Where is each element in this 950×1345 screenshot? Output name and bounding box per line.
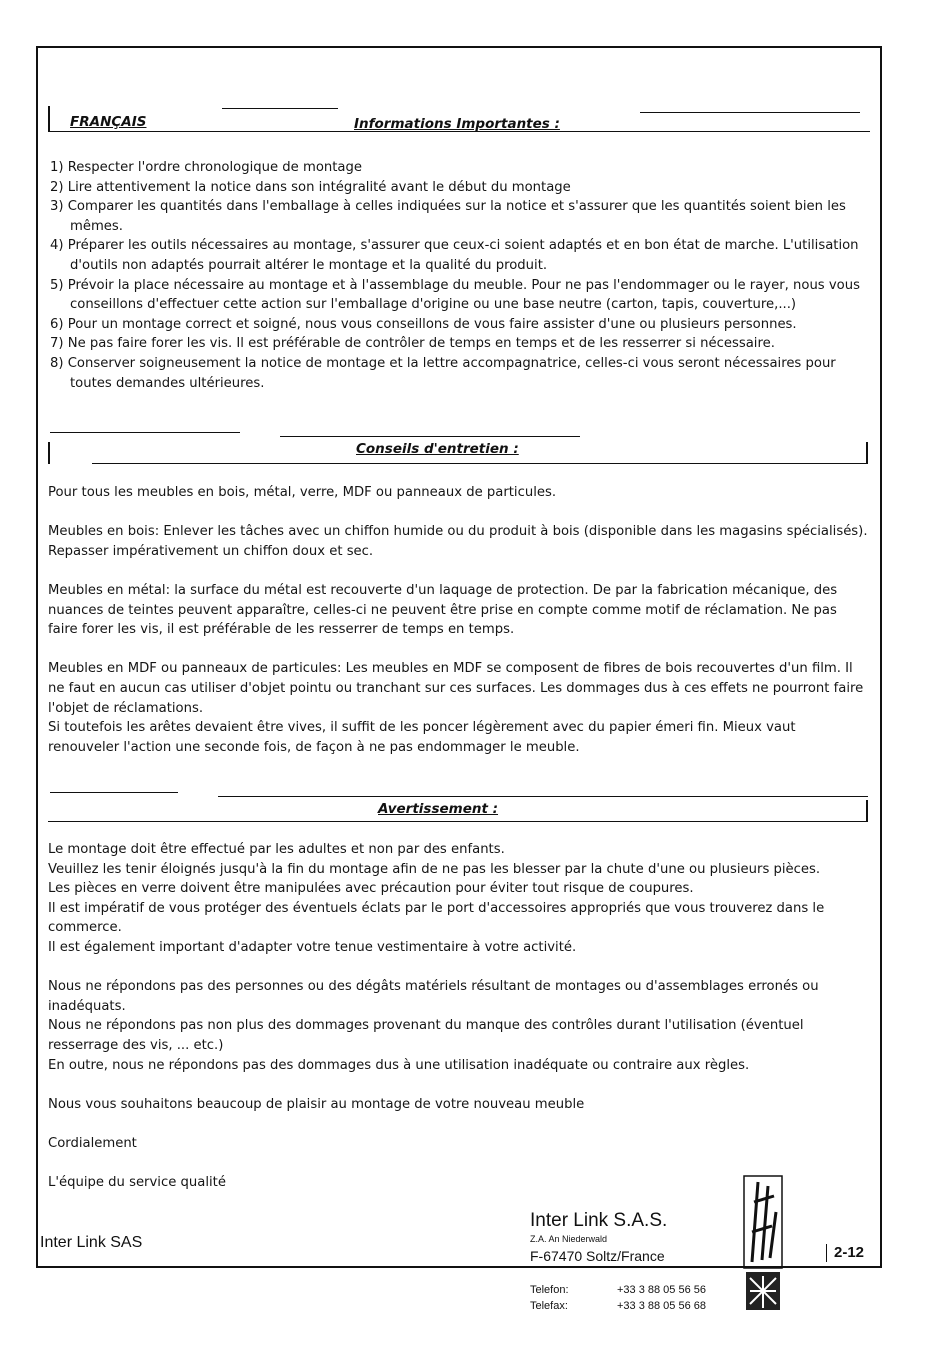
important-title: Informations Importantes : bbox=[354, 116, 560, 132]
paragraph: Cordialement bbox=[48, 1135, 137, 1151]
divider bbox=[640, 112, 860, 113]
list-item: 5) Prévoir la place nécessaire au montage et à l'assemblage du meuble. Pour ne pas l'endommager ou le rayer, nous vous conseillons d'effectuer cette action sur l'emballage d'origine ou une base neutre (carton, tapis, couverture,...) bbox=[50, 277, 860, 313]
page-number-text: 2-12 bbox=[833, 1244, 865, 1261]
paragraph: Meubles en MDF ou panneaux de particules: Les meubles en MDF se composent de fibres de bois recouvertes d'un film. Il ne faut en aucun cas utiliser d'objet pointu ou tranchant sur ces surfaces. Les dommages dus à ces effets ne pourront faire l'objet de réclamations. Si toutefois les arêtes devaient être vives, il suffit de les poncer légèrement avec du papier émeri fin. Mieux vaut renouveler l'action une seconde fois, de façon à ne pas endommager le meuble. bbox=[48, 661, 864, 755]
divider bbox=[280, 436, 580, 437]
paragraph: Pour tous les meubles en bois, métal, verre, MDF ou panneaux de particules. bbox=[48, 485, 557, 500]
list-item: 8) Conserver soigneusement la notice de montage et la lettre accompagnatrice, celles-ci vous seront nécessaires pour toutes demandes ultérieures. bbox=[50, 355, 836, 391]
footer-company-left: Inter Link SAS bbox=[40, 1234, 143, 1251]
list-item: 2) Lire attentivement la notice dans son intégralité avant le début du montage bbox=[50, 179, 571, 195]
list-item: 1) Respecter l'ordre chronologique de montage bbox=[50, 160, 362, 175]
phone-label: Telefon: bbox=[530, 1284, 569, 1296]
company-address: Z.A. An Niederwald bbox=[530, 1234, 608, 1244]
language-label: FRANÇAIS bbox=[70, 114, 147, 130]
paragraph: L'équipe du service qualité bbox=[48, 1175, 226, 1191]
warning-title: Avertissement : bbox=[378, 801, 499, 817]
important-section-header bbox=[48, 106, 870, 132]
important-list bbox=[50, 158, 872, 393]
company-name: Inter Link S.A.S. bbox=[530, 1210, 668, 1231]
page-number bbox=[826, 1238, 872, 1268]
list-item: 4) Préparer les outils nécessaires au montage, s'assurer que ceux-ci soient adaptés et en bon état de marche. L'utilisation d'outils non adaptés pourrait altérer le montage et la qualité du produit. bbox=[50, 238, 859, 273]
care-title: Conseils d'entretien : bbox=[356, 441, 519, 457]
fax-number: +33 3 88 05 56 68 bbox=[617, 1300, 706, 1312]
care-section-header bbox=[48, 438, 868, 464]
care-text bbox=[48, 483, 870, 777]
list-item: 3) Comparer les quantités dans l'emballage à celles indiquées sur la notice et s'assurer que les quantités soient bien les mêmes. bbox=[50, 199, 846, 234]
paragraph: Meubles en bois: Enlever les tâches avec un chiffon humide ou du produit à bois (disponible dans les magasins spécialisés). Repasser impérativement un chiffon doux et sec. bbox=[48, 524, 868, 559]
divider bbox=[222, 108, 338, 109]
divider bbox=[50, 792, 178, 793]
company-logo-icon bbox=[742, 1172, 784, 1314]
paragraph: Nous ne répondons pas des personnes ou des dégâts matériels résultant de montages ou d'assemblages erronés ou inadéquats. Nous ne répondons pas non plus des dommages provenant du manque des contrôles durant l'utilisation (éventuel resserrage des vis, ... etc.) En outre, nous ne répondons pas des dommages dus à une utilisation inadéquate ou contraire aux règles. bbox=[48, 979, 819, 1073]
paragraph: Nous vous souhaitons beaucoup de plaisir au montage de votre nouveau meuble bbox=[48, 1096, 585, 1112]
warning-section-header bbox=[48, 796, 868, 822]
list-item: 7) Ne pas faire forer les vis. Il est préférable de contrôler de temps en temps et de les resserrer si nécessaire. bbox=[50, 336, 775, 352]
fax-label: Telefax: bbox=[530, 1300, 568, 1312]
paragraph: Le montage doit être effectué par les adultes et non par des enfants. Veuillez les tenir éloignés jusqu'à la fin du montage afin de ne pas les blesser par la chute d'une ou plusieurs pièces. Les pièces en verre doivent être manipulées avec précaution pour éviter tout risque de coupures. Il est impératif de vous protéger des éventuels éclats par le port d'accessoires appropriés que vous trouverez dans le commerce. Il est également important d'adapter votre tenue vestimentaire à votre activité. bbox=[48, 842, 825, 955]
divider bbox=[50, 432, 240, 433]
paragraph: Meubles en métal: la surface du métal est recouverte d'un laquage de protection. De par la fabrication mécanique, des nuances de teintes peuvent apparaître, celles-ci ne peuvent être prise en compte comme motif de réclamation. Ne pas faire forer les vis, il est préférable de les resserrer de temps en temps. bbox=[48, 582, 838, 638]
phone-number: +33 3 88 05 56 56 bbox=[617, 1284, 706, 1296]
warning-text bbox=[48, 840, 870, 1212]
list-item: 6) Pour un montage correct et soigné, nous vous conseillons de vous faire assister d'une ou plusieurs personnes. bbox=[50, 316, 797, 332]
company-city: F-67470 Soltz/France bbox=[530, 1248, 665, 1264]
